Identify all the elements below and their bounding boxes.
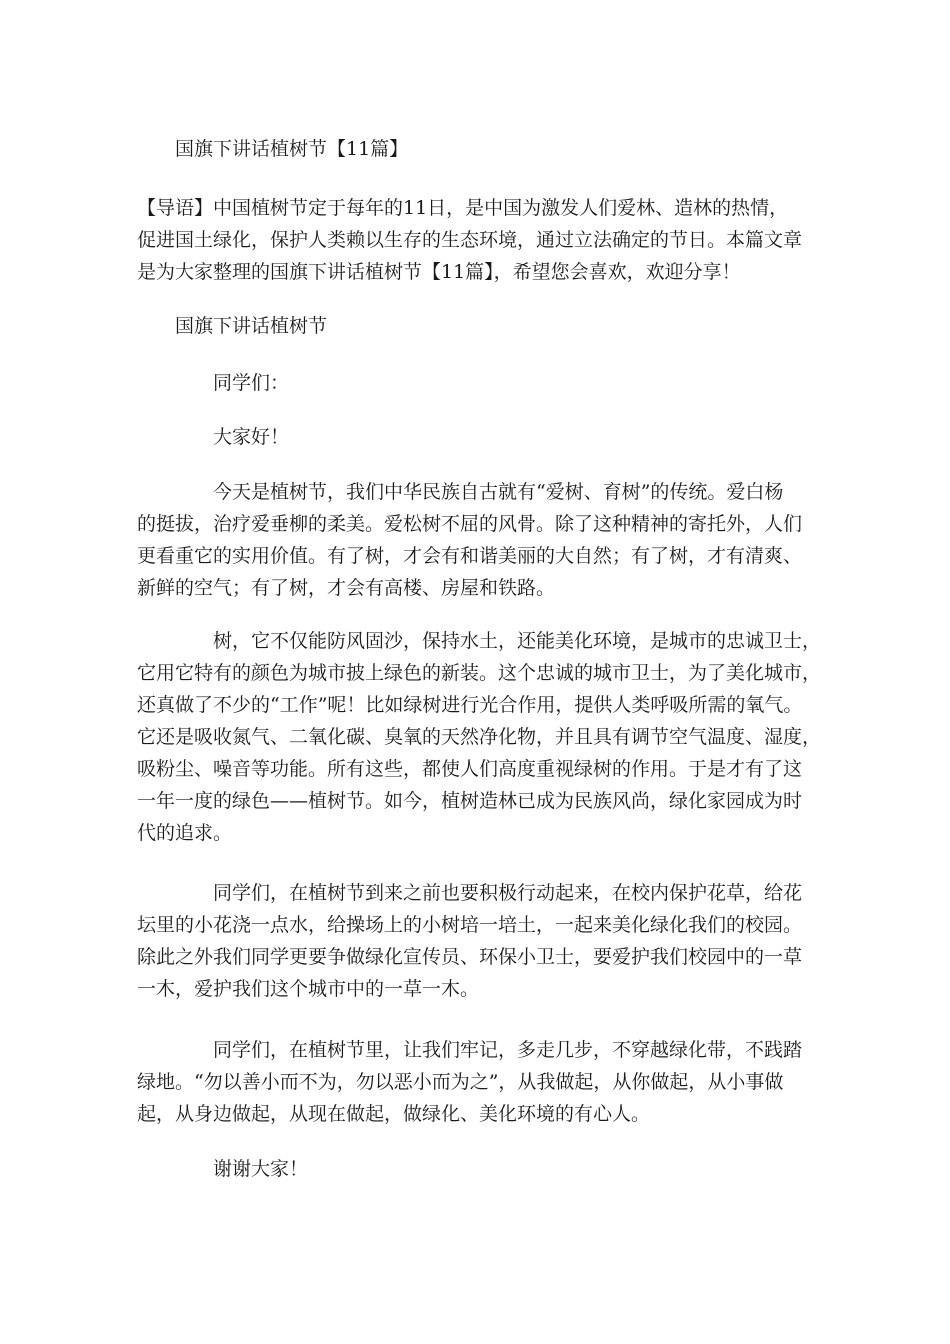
paragraph-line: 它还是吸收氮气、二氧化碳、臭氧的天然净化物，并且具有调节空气温度、湿度， <box>137 726 822 748</box>
greeting-students: 同学们： <box>213 372 290 394</box>
paragraph-line: 一木，爱护我们这个城市中的一草一木。 <box>137 978 480 1000</box>
intro-line: 促进国土绿化，保护人类赖以生存的生态环境，通过立法确定的节日。本篇文章 <box>137 229 803 251</box>
paragraph-line: 一年一度的绿色——植树节。如今，植树造林已成为民族风尚，绿化家园成为时 <box>137 790 803 812</box>
paragraph-line: 除此之外我们同学更要争做绿化宣传员、环保小卫士，要爱护我们校园中的一草 <box>137 946 803 968</box>
paragraph-line: 更看重它的实用价值。有了树，才会有和谐美丽的大自然；有了树，才有清爽、 <box>137 545 803 567</box>
paragraph-line: 的挺拔，治疗爱垂柳的柔美。爱松树不屈的风骨。除了这种精神的寄托外，人们 <box>137 513 803 535</box>
intro-paragraph <box>137 192 827 288</box>
body-paragraph <box>137 1034 827 1130</box>
body-paragraph <box>137 476 827 604</box>
paragraph-line: 树，它不仅能防风固沙，保持水土，还能美化环境，是城市的忠诚卫士， <box>213 630 822 652</box>
document-title: 国旗下讲话植树节【11篇】 <box>175 138 409 160</box>
paragraph-line: 同学们，在植树节到来之前也要积极行动起来，在校内保护花草，给花 <box>213 882 803 904</box>
greeting-everyone: 大家好！ <box>213 426 290 448</box>
paragraph-line: 它用它特有的颜色为城市披上绿色的新装。这个忠诚的城市卫士，为了美化城市， <box>137 662 822 684</box>
paragraph-line: 新鲜的空气；有了树，才会有高楼、房屋和铁路。 <box>137 577 556 599</box>
paragraph-line: 坛里的小花浇一点水，给操场上的小树培一培土，一起来美化绿化我们的校园。 <box>137 914 803 936</box>
body-paragraph <box>137 625 827 849</box>
closing-thanks: 谢谢大家！ <box>213 1158 309 1180</box>
paragraph-line: 同学们，在植树节里，让我们牢记，多走几步，不穿越绿化带，不践踏 <box>213 1039 803 1061</box>
paragraph-line: 还真做了不少的“工作”呢！比如绿树进行光合作用，提供人类呼吸所需的氧气。 <box>137 694 803 716</box>
paragraph-line: 绿地。“勿以善小而不为，勿以恶小而为之”，从我做起，从你做起，从小事做 <box>137 1071 784 1093</box>
paragraph-line: 起，从身边做起，从现在做起，做绿化、美化环境的有心人。 <box>137 1103 651 1125</box>
paragraph-line: 今天是植树节，我们中华民族自古就有“爱树、育树”的传统。爱白杨 <box>213 481 784 503</box>
paragraph-line: 代的追求。 <box>137 822 233 844</box>
section-title: 国旗下讲话植树节 <box>175 315 328 337</box>
intro-line: 【导语】中国植树节定于每年的11日，是中国为激发人们爱林、造林的热情， <box>137 197 789 219</box>
paragraph-line: 吸粉尘、噪音等功能。所有这些，都使人们高度重视绿树的作用。于是才有了这 <box>137 758 803 780</box>
body-paragraph <box>137 877 827 1005</box>
intro-line: 是为大家整理的国旗下讲话植树节【11篇】，希望您会喜欢，欢迎分享！ <box>137 261 741 283</box>
